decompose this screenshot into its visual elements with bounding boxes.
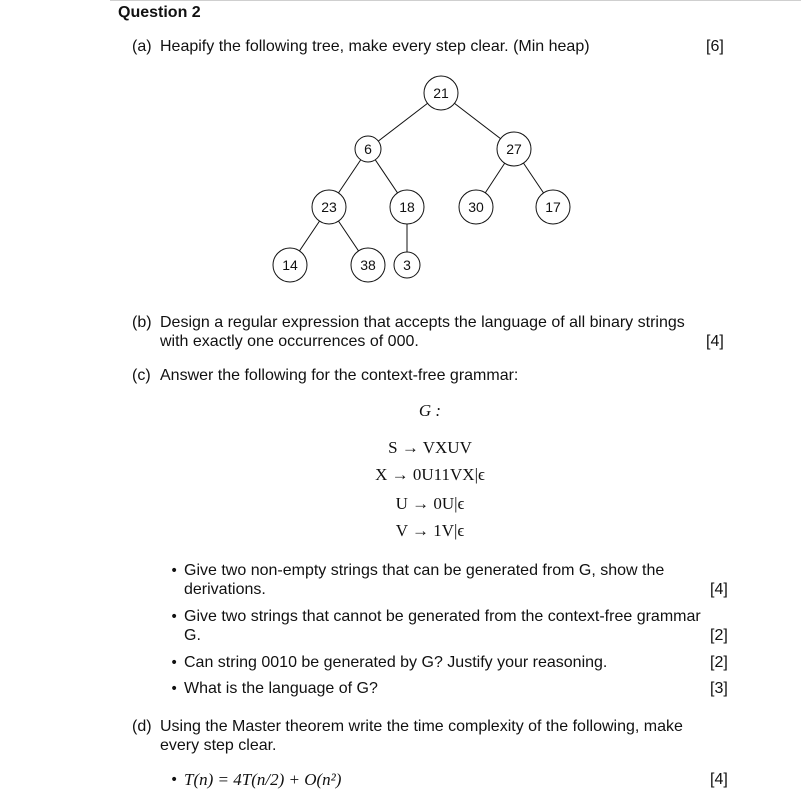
bullet-1-line2: derivations. xyxy=(184,581,266,598)
grammar-rule-3: U → 0U|ϵ xyxy=(395,494,465,513)
node-17-label: 17 xyxy=(545,199,561,215)
bullet-2-line2: G. xyxy=(184,627,201,644)
node-18-label: 18 xyxy=(399,199,415,215)
node-6-label: 6 xyxy=(364,141,372,157)
bullet-3-marks: [2] xyxy=(710,654,728,671)
part-a-label: (a) xyxy=(132,38,152,55)
bullet-2-line1: Give two strings that cannot be generated from the context-free grammar xyxy=(184,608,701,625)
grammar-rule-1: S → VXUV xyxy=(388,438,472,457)
bullet-3-line1: Can string 0010 be generated by G? Justify your reasoning. xyxy=(184,654,608,671)
part-d-recurrence: T(n) = 4T(n/2) + O(n²) xyxy=(184,770,342,789)
node-30-label: 30 xyxy=(468,199,484,215)
node-14-label: 14 xyxy=(282,257,298,273)
heap-tree-diagram xyxy=(0,0,801,300)
part-d-label: (d) xyxy=(132,718,152,735)
part-c-label: (c) xyxy=(132,367,151,384)
part-d-bullet-dot: • xyxy=(170,772,179,788)
node-3-label: 3 xyxy=(403,257,411,273)
node-38-label: 38 xyxy=(360,257,376,273)
bullet-2-dot: • xyxy=(170,609,179,625)
part-c-text: Answer the following for the context-free grammar: xyxy=(160,367,519,384)
part-d-marks: [4] xyxy=(710,771,728,788)
part-a-text: Heapify the following tree, make every step clear. (Min heap) xyxy=(160,38,590,55)
bullet-4-dot: • xyxy=(170,681,179,697)
grammar-rule-4: V → 1V|ϵ xyxy=(395,521,465,540)
bullet-1-marks: [4] xyxy=(710,581,728,598)
bullet-3-dot: • xyxy=(170,655,179,671)
node-21-label: 21 xyxy=(433,85,449,101)
bullet-4-marks: [3] xyxy=(710,680,728,697)
part-d-line2: every step clear. xyxy=(160,737,277,754)
part-b-line1: Design a regular expression that accepts the language of all binary strings xyxy=(160,314,685,331)
part-b-marks: [4] xyxy=(706,333,724,350)
grammar-rule-2: X → 0U11VX|ϵ xyxy=(375,465,485,484)
node-23-label: 23 xyxy=(321,199,337,215)
part-b-label: (b) xyxy=(132,314,152,331)
part-a-marks: [6] xyxy=(706,38,724,55)
bullet-2-marks: [2] xyxy=(710,627,728,644)
part-d-line1: Using the Master theorem write the time complexity of the following, make xyxy=(160,718,683,735)
node-27-label: 27 xyxy=(506,141,522,157)
bullet-4-line1: What is the language of G? xyxy=(184,680,378,697)
question-title: Question 2 xyxy=(118,4,201,21)
bullet-1-dot: • xyxy=(170,563,179,579)
bullet-1-line1: Give two non-empty strings that can be generated from G, show the xyxy=(184,562,665,579)
grammar-name: G : xyxy=(418,401,442,420)
part-b-line2: with exactly one occurrences of 000. xyxy=(160,333,419,350)
